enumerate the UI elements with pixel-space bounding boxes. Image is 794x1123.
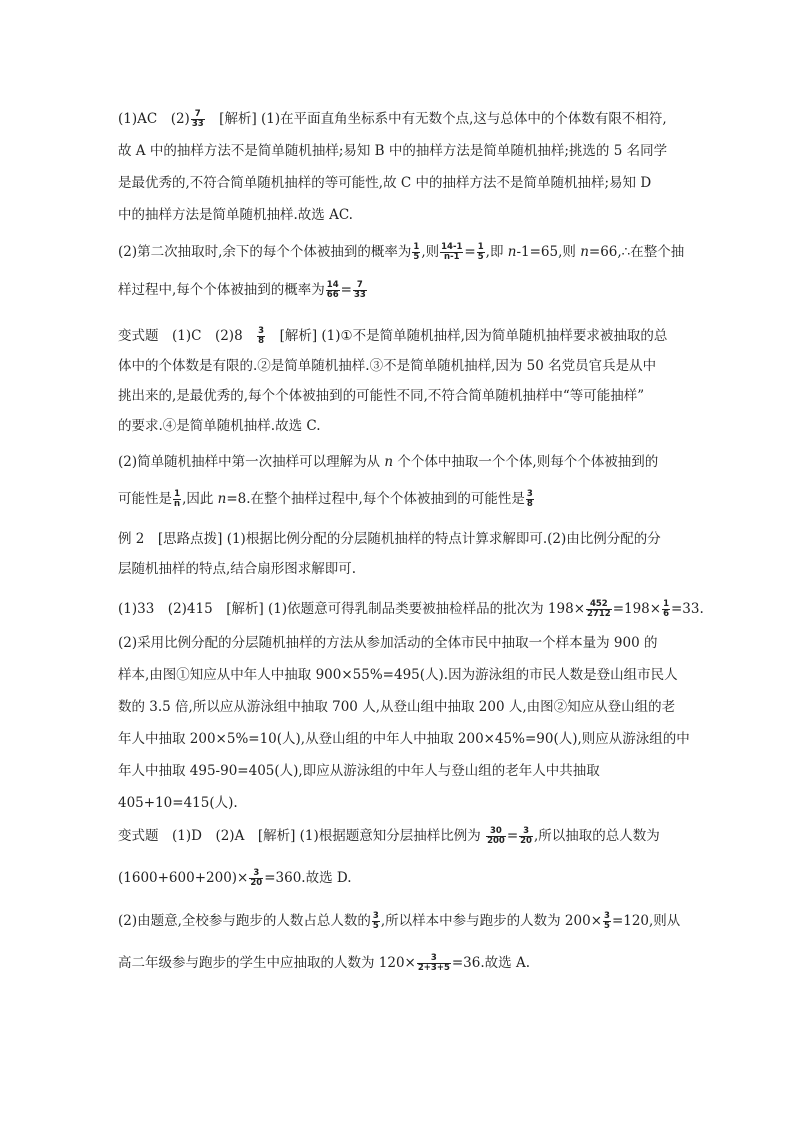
fraction-denominator: 6 [663, 609, 669, 619]
fraction-numerator: 14-1 [441, 242, 463, 252]
fraction [326, 281, 340, 300]
text-line: 样本,由图①知应从中年人中抽取 900×55%=495(人).因为游泳组的市民人数是登山组市民人 [118, 667, 678, 683]
fraction-numerator: 3 [604, 911, 610, 921]
math-variable: n [217, 491, 227, 507]
text-run: =33. [671, 601, 704, 617]
fraction [662, 600, 670, 619]
fraction [486, 827, 506, 846]
fraction [249, 869, 263, 888]
text-line [118, 281, 368, 300]
text-line: 数的 3.5 倍,所以应从游泳组中抽取 700 人,从登山组中抽取 200 人,由图②知应从登山组的老 [118, 699, 676, 715]
fraction-numerator: 3 [519, 827, 533, 837]
text-line: 405+10=415(人). [118, 795, 238, 811]
fraction-numerator: 1 [174, 489, 180, 499]
text-run: (2)由题意,全校参与跑步的人数占总人数的 [118, 913, 371, 929]
fraction [353, 281, 367, 300]
text-line: 年人中抽取 200×5%=10(人),从登山组的中年人中抽取 200×45%=90(人),则应从游泳组的中 [118, 731, 690, 747]
math-variable: n [507, 244, 517, 260]
fraction-denominator: n [174, 499, 181, 509]
text-line [118, 954, 530, 973]
text-run: 样过程中,每个个体被抽到的概率为 [118, 282, 325, 298]
fraction-numerator: 3 [258, 326, 265, 336]
fraction-denominator: 66 [326, 290, 339, 300]
text-line: 例 2 [思路点拨] (1)根据比例分配的分层随机抽样的特点计算求解即可.(2)由比例分配的分 [118, 531, 661, 547]
fraction-numerator: 7 [353, 281, 367, 291]
math-variable: n [580, 244, 589, 260]
fraction-numerator: 30 [486, 827, 506, 837]
text-line: 体中的个体数是有限的.②是简单随机抽样.③不是简单随机抽样,因为 50 名党员官兵是从中 [118, 358, 657, 374]
fraction [173, 490, 181, 509]
text-line [118, 869, 352, 888]
text-line: 挑出来的,是最优秀的,每个个体被抽到的可能性不同,不符合简单随机抽样中“等可能抽样” [118, 388, 645, 404]
text-line: (2)采用比例分配的分层随机抽样的方法从参加活动的全体市民中抽取一个样本量为 900 的 [118, 635, 658, 651]
fraction-denominator: 8 [258, 336, 265, 346]
text-run: ,即 [485, 244, 508, 260]
text-run: (2)第二次抽取时,余下的每个个体被抽到的概率为 [118, 244, 412, 260]
fraction [191, 110, 205, 129]
text-line [118, 327, 667, 346]
text-line: 层随机抽样的特点,结合扇形图求解即可. [118, 561, 357, 577]
fraction [257, 327, 265, 346]
fraction [412, 243, 420, 262]
text-run: 个个体中抽取一个个体,则每个个体被抽到的 [393, 454, 659, 470]
fraction [586, 600, 612, 619]
fraction-denominator: n-1 [444, 252, 460, 262]
text-run: =36.故选 A. [451, 955, 530, 971]
fraction-numerator: 1 [477, 242, 484, 252]
fraction-numerator: 14 [326, 280, 339, 290]
fraction-denominator: 5 [413, 252, 420, 262]
fraction-denominator: 2+3+5 [417, 963, 450, 973]
text-line: 故 A 中的抽样方法不是简单随机抽样;易知 B 中的抽样方法是简单随机抽样;挑选的 5 名同学 [118, 143, 668, 159]
text-run: = [506, 828, 519, 844]
text-run: 可能性是 [118, 491, 172, 507]
text-line: 年人中抽取 495-90=405(人),即应从游泳组的中年人与登山组的老年人中共抽取 [118, 763, 600, 779]
text-line: 是最优秀的,不符合简单随机抽样的等可能性,故 C 中的抽样方法不是简单随机抽样;易知 D [118, 175, 652, 191]
text-line [118, 243, 684, 262]
text-run: ,则 [421, 244, 440, 260]
text-run: -1=65,则 [516, 244, 581, 260]
math-variable: n [384, 454, 394, 470]
text-run: (2)简单随机抽样中第一次抽样可以理解为从 [118, 454, 385, 470]
fraction-numerator: 1 [413, 242, 420, 252]
fraction [526, 490, 534, 509]
fraction [372, 912, 380, 931]
text-line [118, 912, 680, 931]
text-line: 的要求.④是简单随机抽样.故选 C. [118, 418, 321, 434]
fraction-denominator: 5 [604, 921, 610, 931]
text-run: ,因此 [182, 491, 218, 507]
text-run: =8.在整个抽样过程中,每个个体被抽到的可能性是 [226, 491, 525, 507]
text-run: 高二年级参与跑步的学生中应抽取的人数为 120× [118, 955, 416, 971]
text-run: =198× [612, 601, 662, 617]
fraction [440, 243, 463, 262]
text-run: (1600+600+200)× [118, 870, 249, 886]
fraction-numerator: 7 [191, 110, 205, 120]
text-run: 变式题 (1)C (2)8 [118, 328, 257, 344]
fraction [519, 827, 533, 846]
fraction-denominator: 8 [526, 499, 533, 509]
fraction-numerator: 3 [249, 869, 263, 879]
text-run: [解析] (1)在平面直角坐标系中有无数个点,这与总体中的个体数有限不相符, [205, 111, 667, 127]
fraction-denominator: 33 [353, 290, 366, 300]
fraction [477, 243, 485, 262]
fraction-denominator: 5 [372, 921, 379, 931]
text-run: =120,则从 [611, 913, 681, 929]
fraction-numerator: 3 [417, 954, 451, 964]
fraction-denominator: 20 [520, 836, 532, 846]
fraction [603, 912, 611, 931]
text-run: ,所以样本中参与跑步的人数为 200× [380, 913, 603, 929]
text-run: (1)AC (2) [118, 111, 190, 127]
text-run: =66,∴在整个抽 [588, 244, 685, 260]
text-line [118, 110, 667, 129]
text-run: =360.故选 D. [264, 870, 352, 886]
text-line: 中的抽样方法是简单随机抽样.故选 AC. [118, 207, 353, 223]
fraction-denominator: 20 [250, 878, 263, 888]
fraction-numerator: 3 [526, 489, 533, 499]
text-line [118, 453, 658, 471]
text-run: (1)33 (2)415 [解析] (1)依题意可得乳制品类要被抽检样品的批次为 198× [118, 601, 586, 617]
fraction-denominator: 200 [487, 836, 505, 846]
text-run: ,所以抽取的总人数为 [533, 828, 660, 844]
fraction-denominator: 5 [477, 252, 484, 262]
text-run: = [464, 244, 476, 260]
text-line [118, 600, 704, 619]
fraction-numerator: 3 [372, 911, 379, 921]
text-run: = [340, 282, 352, 298]
text-run: [解析] (1)①不是简单随机抽样,因为简单随机抽样要求被抽取的总 [266, 328, 668, 344]
text-line [118, 827, 660, 846]
fraction-denominator: 33 [191, 119, 204, 129]
fraction [417, 954, 451, 973]
text-line [118, 490, 535, 509]
fraction-numerator: 452 [586, 600, 612, 610]
text-run: 变式题 (1)D (2)A [解析] (1)根据题意知分层抽样比例为 [118, 828, 486, 844]
fraction-denominator: 2712 [587, 609, 611, 619]
fraction-numerator: 1 [663, 599, 669, 609]
